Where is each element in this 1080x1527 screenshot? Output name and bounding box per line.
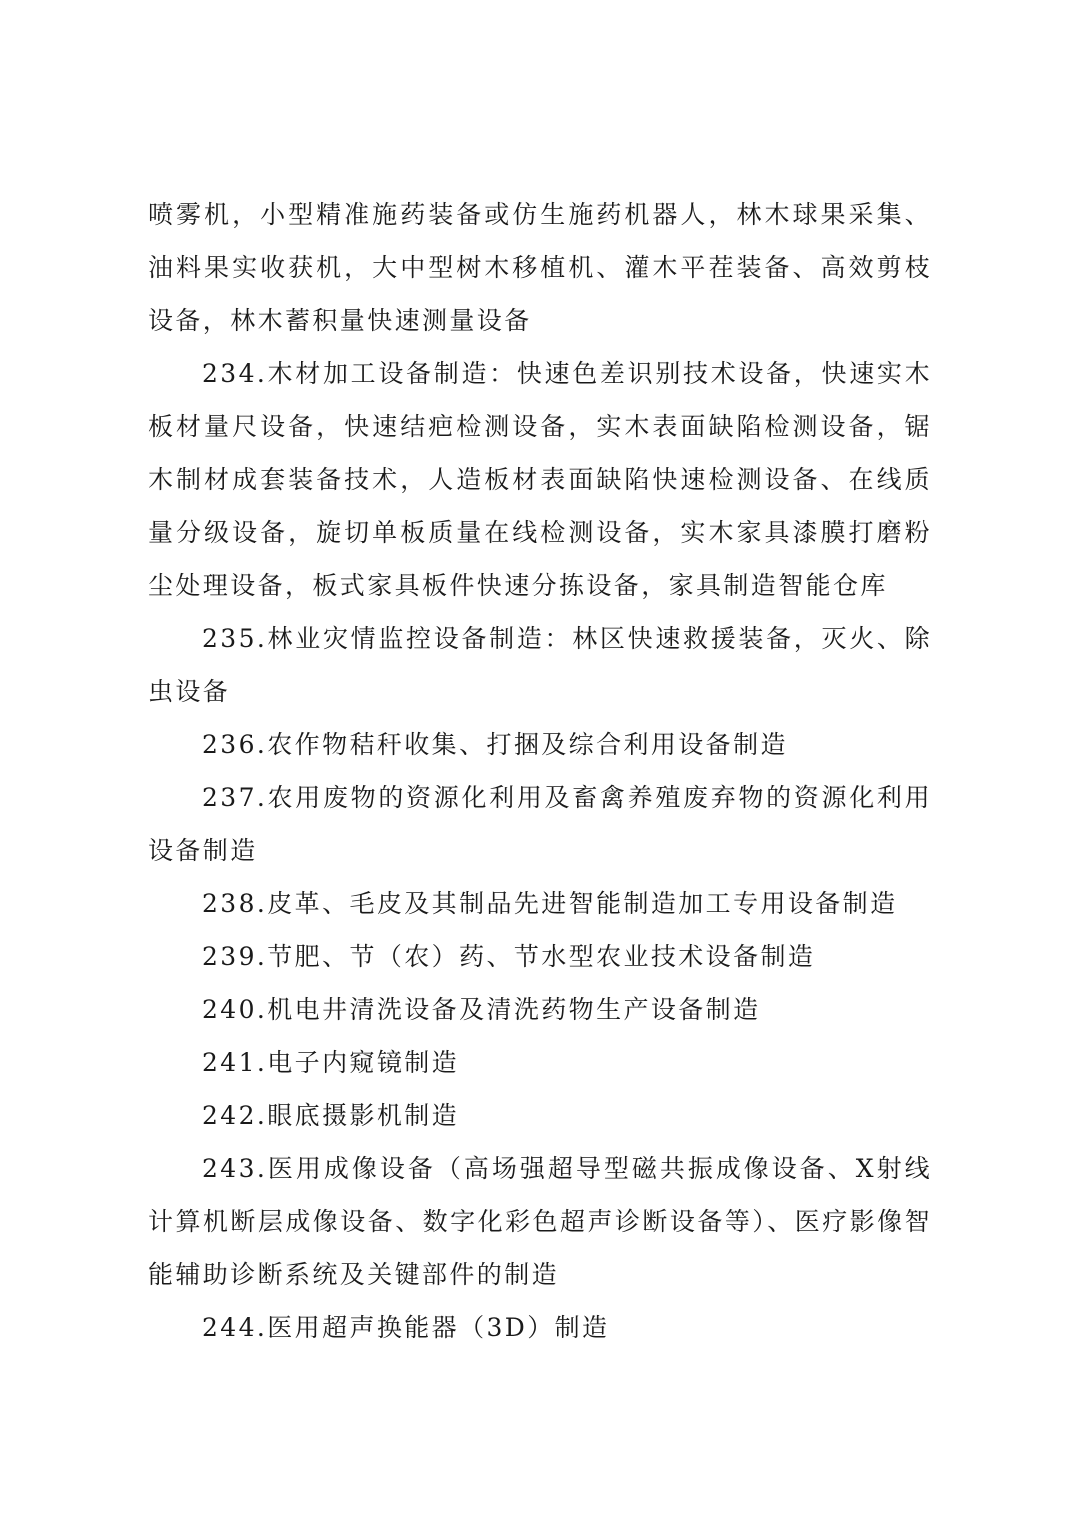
item-236: 236.农作物秸秆收集、打捆及综合利用设备制造: [202, 730, 788, 759]
item-239: 239.节肥、节（农）药、节水型农业技术设备制造: [202, 942, 816, 971]
item-242: 242.眼底摄影机制造: [202, 1101, 460, 1130]
item-234: 234.木材加工设备制造：快速色差识别技术设备，快速实木板材量尺设备，快速结疤检测设备，实木表面缺陷检测设备，锯木制材成套装备技术，人造板材表面缺陷快速检测设备、在线质量分级设备，旋切单板质量在线检测设备，实木家具漆膜打磨粉尘处理设备，板式家具板件快速分拣设备，家具制造智能仓库: [148, 359, 932, 600]
item-238: 238.皮革、毛皮及其制品先进智能制造加工专用设备制造: [202, 889, 898, 918]
item-241: 241.电子内窥镜制造: [202, 1048, 460, 1077]
item-237: 237.农用废物的资源化利用及畜禽养殖废弃物的资源化利用设备制造: [148, 783, 932, 865]
item-244: 244.医用超声换能器（3D）制造: [202, 1313, 610, 1342]
document-body: [148, 188, 932, 1354]
item-243: 243.医用成像设备（高场强超导型磁共振成像设备、X射线计算机断层成像设备、数字化彩色超声诊断设备等）、医疗影像智能辅助诊断系统及关键部件的制造: [148, 1154, 932, 1289]
paragraph-continuation: 喷雾机，小型精准施药装备或仿生施药机器人，林木球果采集、油料果实收获机，大中型树木移植机、灌木平茬装备、高效剪枝设备，林木蓄积量快速测量设备: [148, 200, 932, 335]
item-240: 240.机电井清洗设备及清洗药物生产设备制造: [202, 995, 761, 1024]
item-235: 235.林业灾情监控设备制造：林区快速救援装备，灭火、除虫设备: [148, 624, 932, 706]
